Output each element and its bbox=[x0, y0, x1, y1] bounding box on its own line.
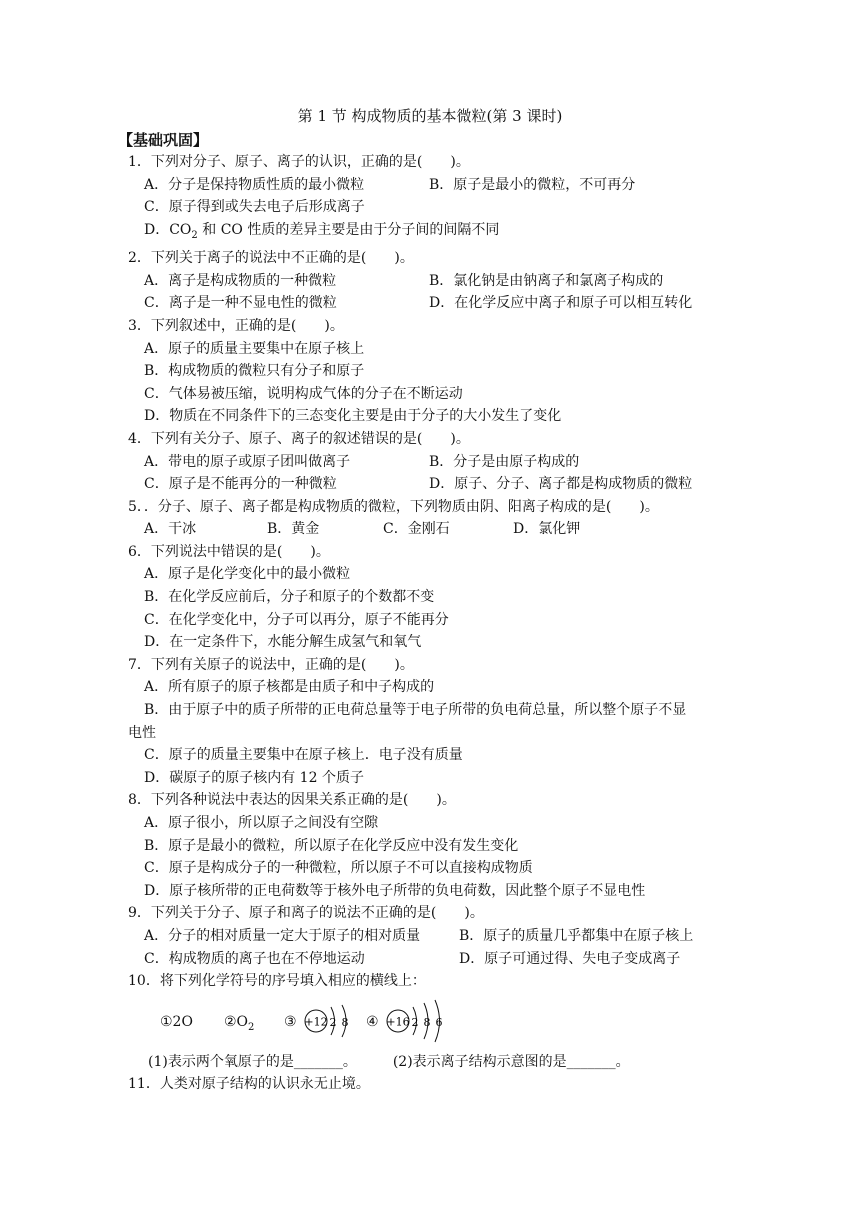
shell-2-electrons: 8 bbox=[341, 1015, 349, 1029]
option-c: C．构成物质的离子也在不停地运动 bbox=[144, 950, 365, 967]
option-row bbox=[128, 473, 738, 496]
symbol-1: ①2O bbox=[160, 1013, 193, 1030]
option-d bbox=[128, 219, 738, 247]
option-d-text: D．CO bbox=[144, 221, 192, 238]
option-d: D．碳原子的原子核内有 12 个质子 bbox=[144, 769, 364, 786]
nucleus-charge: +12 bbox=[304, 1015, 328, 1029]
option-a: A．原子很小，所以原子之间没有空隙 bbox=[144, 815, 379, 832]
question-stem: 6．下列说法中错误的是( )。 bbox=[128, 543, 330, 560]
option-a: A．离子是构成物质的一种微粒 bbox=[144, 272, 337, 289]
option-row bbox=[128, 292, 738, 315]
subscript: 2 bbox=[248, 1021, 255, 1033]
question-stem: 5．．分子、原子、离子都是构成物质的微粒，下列物质由阴、阳离子构成的是( )。 bbox=[128, 498, 659, 515]
question-11 bbox=[128, 1073, 738, 1096]
option-d: D．在一定条件下，水能分解生成氢气和氧气 bbox=[144, 634, 422, 651]
option-b: B．黄金 bbox=[267, 521, 320, 538]
shell-3-electrons: 6 bbox=[435, 1015, 443, 1029]
option-row bbox=[128, 518, 738, 541]
option-row bbox=[128, 451, 738, 474]
option-a: A．原子是化学变化中的最小微粒 bbox=[144, 566, 351, 583]
option-row bbox=[128, 174, 738, 197]
option-b: B．氯化钠是由钠离子和氯离子构成的 bbox=[429, 272, 664, 289]
question-3 bbox=[128, 315, 738, 428]
option-c: C．原子是不能再分的一种微粒 bbox=[144, 476, 337, 493]
option-b-continued: 电性 bbox=[128, 724, 156, 741]
shell-1-electrons: 2 bbox=[411, 1015, 419, 1029]
symbol-2 bbox=[224, 1011, 254, 1039]
question-stem: 2．下列关于离子的说法中不正确的是( )。 bbox=[128, 250, 414, 267]
symbol-4-label: ④ bbox=[366, 1013, 379, 1030]
question-stem: 3．下列叙述中，正确的是( )。 bbox=[128, 317, 344, 334]
option-d: D．在化学反应中离子和原子可以相互转化 bbox=[429, 295, 693, 312]
shell-2-electrons: 8 bbox=[423, 1015, 431, 1029]
option-c: C．气体易被压缩，说明构成气体的分子在不断运动 bbox=[144, 385, 463, 402]
page-title: 第 1 节 构成物质的基本微粒(第 3 课时) bbox=[297, 107, 563, 125]
question-stem: 8．下列各种说法中表达的因果关系正确的是( )。 bbox=[128, 792, 456, 809]
question-stem: 11．人类对原子结构的认识永无止境。 bbox=[128, 1076, 370, 1093]
option-d: D．原子可通过得、失电子变成离子 bbox=[459, 950, 681, 967]
option-a: A．所有原子的原子核都是由质子和中子构成的 bbox=[144, 679, 435, 696]
question-1 bbox=[128, 151, 738, 247]
option-b: B．原子是最小的微粒，所以原子在化学反应中没有发生变化 bbox=[144, 837, 519, 854]
option-b: B．由于原子中的质子所带的正电荷总量等于电子所带的负电荷总量，所以整个原子不显 bbox=[144, 702, 687, 719]
option-b: B．原子的质量几乎都集中在原子核上 bbox=[459, 927, 694, 944]
option-c: C．原子是构成分子的一种微粒，所以原子不可以直接构成物质 bbox=[144, 860, 533, 877]
option-a: A．干冰 bbox=[144, 521, 197, 538]
chemical-symbols-row bbox=[128, 993, 738, 1047]
sub-questions-row bbox=[128, 1051, 738, 1074]
option-a: A．分子的相对质量一定大于原子的相对质量 bbox=[144, 927, 421, 944]
option-c: C．原子的质量主要集中在原子核上．电子没有质量 bbox=[144, 747, 463, 764]
option-c: C．金刚石 bbox=[383, 521, 450, 538]
sub-question-1: (1)表示两个氧原子的是_______。 bbox=[148, 1053, 357, 1070]
sub-question-2: (2)表示离子结构示意图的是_______。 bbox=[392, 1053, 630, 1070]
question-stem: 4．下列有关分子、原子、离子的叙述错误的是( )。 bbox=[128, 430, 470, 447]
option-d: D．物质在不同条件下的三态变化主要是由于分子的大小发生了变化 bbox=[144, 408, 562, 425]
nucleus-charge: +16 bbox=[386, 1015, 410, 1029]
option-b: B．分子是由原子构成的 bbox=[429, 453, 580, 470]
question-8 bbox=[128, 789, 738, 902]
option-d-text-rest: 和 CO 性质的差异主要是由于分子间的间隔不同 bbox=[197, 221, 500, 238]
question-stem: 10．将下列化学符号的序号填入相应的横线上： bbox=[128, 973, 426, 990]
option-d: D．原子核所带的正电荷数等于核外电子所带的负电荷数，因此整个原子不显电性 bbox=[144, 882, 646, 899]
option-b: B．在化学反应前后，分子和原子的个数都不变 bbox=[144, 589, 435, 606]
option-d: D．原子、分子、离子都是构成物质的微粒 bbox=[429, 476, 693, 493]
question-stem: 9．下列关于分子、原子和离子的说法不正确的是( )。 bbox=[128, 905, 484, 922]
question-4 bbox=[128, 428, 738, 496]
option-a: A．分子是保持物质性质的最小微粒 bbox=[144, 176, 365, 193]
option-row bbox=[128, 925, 738, 948]
symbol-3-label: ③ bbox=[284, 1013, 297, 1030]
option-b: B．原子是最小的微粒，不可再分 bbox=[429, 176, 636, 193]
subscript: 2 bbox=[191, 229, 198, 241]
option-c: C．原子得到或失去电子后形成离子 bbox=[144, 199, 365, 216]
option-c: C．离子是一种不显电性的微粒 bbox=[144, 295, 337, 312]
shell-1-electrons: 2 bbox=[329, 1015, 337, 1029]
atom-structure-diagram-3 bbox=[300, 999, 366, 1043]
question-stem: 7．下列有关原子的说法中，正确的是( )。 bbox=[128, 656, 414, 673]
symbol-2-text: ②O bbox=[224, 1013, 249, 1030]
question-10 bbox=[128, 970, 738, 1073]
option-b: B．构成物质的微粒只有分子和原子 bbox=[144, 363, 365, 380]
question-7 bbox=[128, 654, 738, 790]
question-list bbox=[128, 151, 738, 1096]
option-a: A．原子的质量主要集中在原子核上 bbox=[144, 340, 365, 357]
option-d: D．氯化钾 bbox=[513, 521, 581, 538]
question-2 bbox=[128, 247, 738, 315]
option-a: A．带电的原子或原子团叫做离子 bbox=[144, 453, 351, 470]
question-6 bbox=[128, 541, 738, 654]
atom-structure-diagram-4 bbox=[382, 997, 462, 1043]
section-heading: 【基础巩固】 bbox=[118, 131, 209, 149]
option-row bbox=[128, 270, 738, 293]
question-9 bbox=[128, 902, 738, 970]
option-row bbox=[128, 948, 738, 971]
option-c: C．在化学变化中，分子可以再分，原子不能再分 bbox=[144, 611, 449, 628]
question-stem: 1．下列对分子、原子、离子的认识，正确的是( )。 bbox=[128, 154, 470, 170]
question-5 bbox=[128, 496, 738, 541]
